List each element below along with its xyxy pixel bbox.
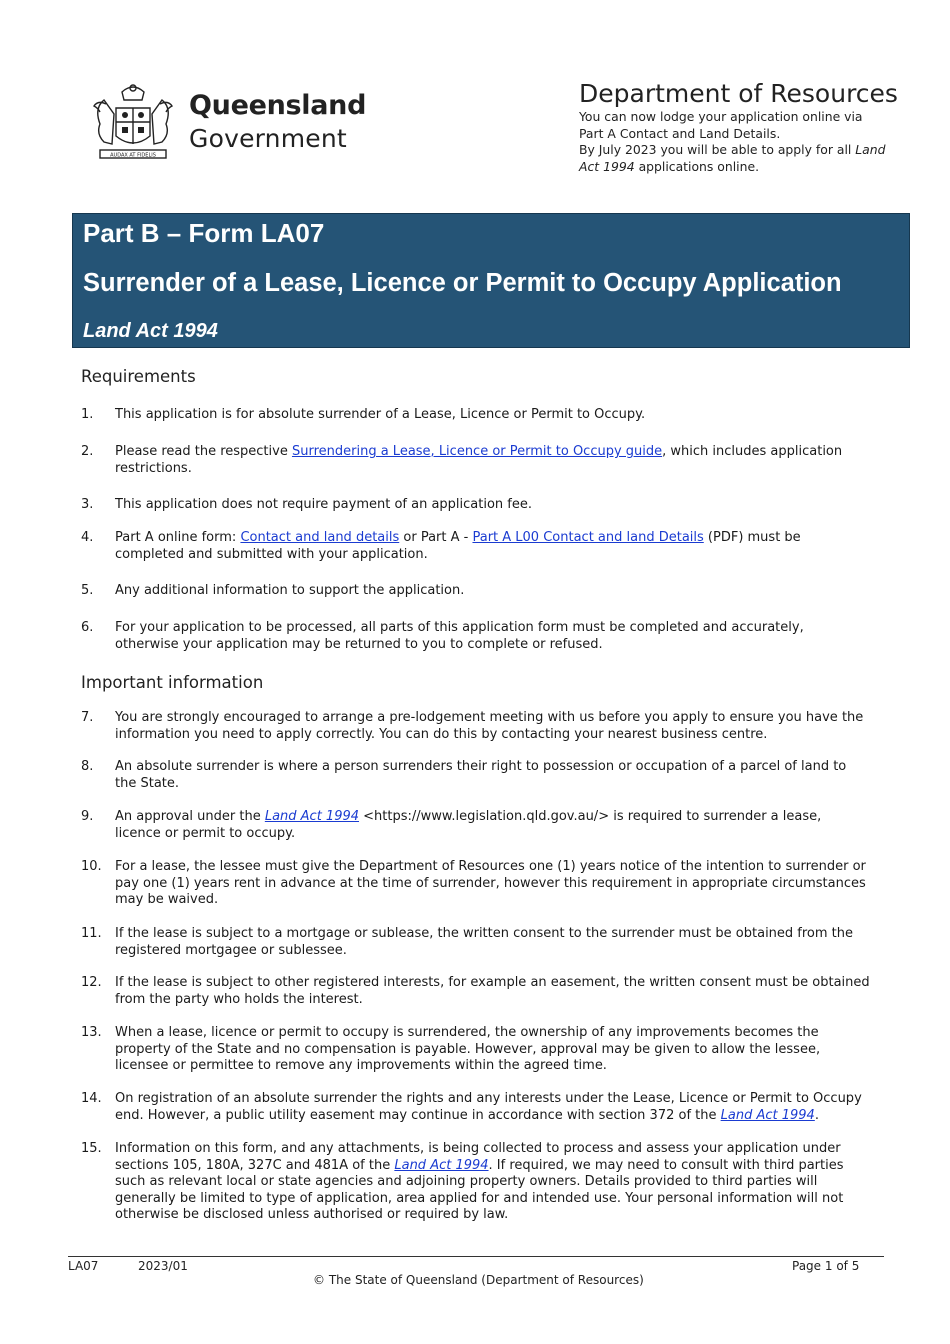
surrender-guide-link[interactable]: Surrendering a Lease, Licence or Permit to Occupy guide [291, 444, 663, 459]
footer-copyright: © The State of Queensland (Department of Resources) [313, 1273, 644, 1287]
land-act-link[interactable]: Land Act 1994 [264, 809, 360, 824]
item-number: 12. [81, 975, 102, 990]
item-text-part: If the lease is subject to a mortgage or sublease, the written consent to the surrender must be obtained from the registered mortgagee or sublessee. [115, 926, 854, 958]
item-number: 6. [81, 620, 94, 635]
item-text-part: For a lease, the lessee must give the Department of Resources one (1) years notice of the intention to surrender or pay one (1) years rent in advance at the time of surrender, however this requirement in appropriate circumstances may be waived. [115, 859, 866, 907]
item-text-part: This application does not require payment of an application fee. [115, 497, 533, 512]
item-text-part: Any additional information to support the application. [115, 583, 465, 598]
item-number: 10. [81, 859, 102, 874]
item-text [115, 620, 871, 653]
item-text [115, 809, 871, 842]
note-line-2: Part A Contact and Land Details. [579, 125, 781, 141]
land-act-link[interactable]: Land Act 1994 [394, 1157, 489, 1173]
item-text [115, 1141, 871, 1224]
item-text [115, 975, 871, 1008]
item-text-part: , which includes application restrictions. [115, 444, 843, 476]
note-line-3-act: Land Act 1994 [579, 142, 886, 174]
note-line-1: You can now lodge your application online via [579, 109, 863, 124]
item-text-part: This application is for absolute surrender of a Lease, Licence or Permit to Occupy. [115, 407, 646, 422]
item-text-part: Information on this form, and any attachments, is being collected to process and assess your application under sections 105, 180A, 327C and 481A of the [115, 1141, 841, 1173]
item-number: 8. [81, 759, 94, 774]
item-text [115, 407, 871, 424]
item-number: 7. [81, 710, 94, 725]
item-text [115, 530, 871, 563]
svg-text:AUDAX AT FIDELIS: AUDAX AT FIDELIS [110, 152, 156, 159]
item-number: 4. [81, 530, 94, 545]
item-text-part: Part A online form: [115, 530, 241, 545]
item-text-part: When a lease, licence or permit to occupy is surrendered, the ownership of any improvements becomes the property of the State and no compensation is payable. However, approval may be given to allow the lessee, licensee or permittee to remove any improvements within the agreed time. [115, 1025, 821, 1073]
item-number: 2. [81, 444, 94, 459]
item-text [115, 1025, 871, 1075]
part-a-l00-pdf-link[interactable]: Part A L00 Contact and land Details [472, 530, 704, 545]
note-line-3b: applications online. [634, 158, 760, 174]
item-text-part: If the lease is subject to other registered interests, for example an easement, the written consent must be obtained from the party who holds the interest. [115, 975, 870, 1007]
online-lodgement-note [579, 109, 909, 175]
item-text [115, 926, 871, 959]
form-title: Surrender of a Lease, Licence or Permit to Occupy Application [83, 269, 842, 297]
footer-form-code: LA07 [68, 1259, 99, 1273]
item-text-part: <https://www.legislation.qld.gov.au/> is required to surrender a lease, licence or permit to occupy. [115, 809, 822, 841]
footer-page-number: Page 1 of 5 [792, 1259, 860, 1273]
item-text [115, 583, 871, 600]
item-number: 11. [81, 926, 102, 941]
item-number: 15. [81, 1141, 102, 1156]
item-text [115, 1091, 871, 1124]
item-number: 5. [81, 583, 94, 598]
queensland-government-logo [86, 78, 367, 164]
department-header [579, 79, 909, 175]
logo-wordmark-government: Government [189, 124, 347, 153]
footer-divider [68, 1256, 884, 1257]
item-text-part: You are strongly encouraged to arrange a pre-lodgement meeting with us before you apply to ensure you have the information you need to apply correctly. You can do this by contacting your nearest business centre. [115, 710, 864, 742]
department-title: Department of Resources [579, 79, 898, 108]
note-line-3a: By July 2023 you will be able to apply for all [579, 142, 856, 157]
item-number: 1. [81, 407, 94, 422]
item-text-part: or Part A - [399, 530, 473, 545]
item-number: 13. [81, 1025, 102, 1040]
footer-version: 2023/01 [138, 1259, 188, 1273]
requirements-heading: Requirements [81, 367, 196, 386]
item-text-part: For your application to be processed, all parts of this application form must be completed and accurately, otherwise your application may be returned to you to complete or refused. [115, 620, 804, 652]
item-text [115, 710, 871, 743]
form-part-title: Part B – Form LA07 [83, 218, 325, 248]
item-text-part: On registration of an absolute surrender the rights and any interests under the Lease, Licence or Permit to Occupy end. However, a public utility easement may continue in accordance with section 372 of the [115, 1091, 862, 1123]
item-text [115, 759, 871, 792]
important-information-heading: Important information [81, 673, 264, 692]
item-text-part: . [814, 1107, 819, 1123]
item-text-part: An approval under the [115, 809, 265, 824]
item-text [115, 497, 871, 514]
item-text [115, 444, 871, 477]
form-act: Land Act 1994 [83, 320, 218, 342]
contact-land-details-link[interactable]: Contact and land details [240, 530, 400, 545]
form-title-banner [72, 213, 910, 348]
item-text-part: (PDF) must be completed and submitted with your application. [115, 530, 801, 562]
logo-wordmark-queensland: Queensland [189, 90, 367, 121]
item-text [115, 859, 871, 909]
item-text-part: . If required, we may need to consult with third parties such as relevant local or state agencies and adjoining property owners. Details provided to third parties will generally be limited to type of application, area applied for and intended use. Your personal information will not otherwise be disclosed unless authorised or required by law. [115, 1157, 844, 1222]
item-number: 3. [81, 497, 94, 512]
item-number: 9. [81, 809, 94, 824]
item-number: 14. [81, 1091, 102, 1106]
land-act-link[interactable]: Land Act 1994 [720, 1107, 815, 1123]
item-text-part: Please read the respective [115, 444, 292, 459]
item-text-part: An absolute surrender is where a person surrenders their right to possession or occupation of a parcel of land to the State. [115, 759, 847, 791]
coat-of-arms-icon [86, 78, 180, 164]
